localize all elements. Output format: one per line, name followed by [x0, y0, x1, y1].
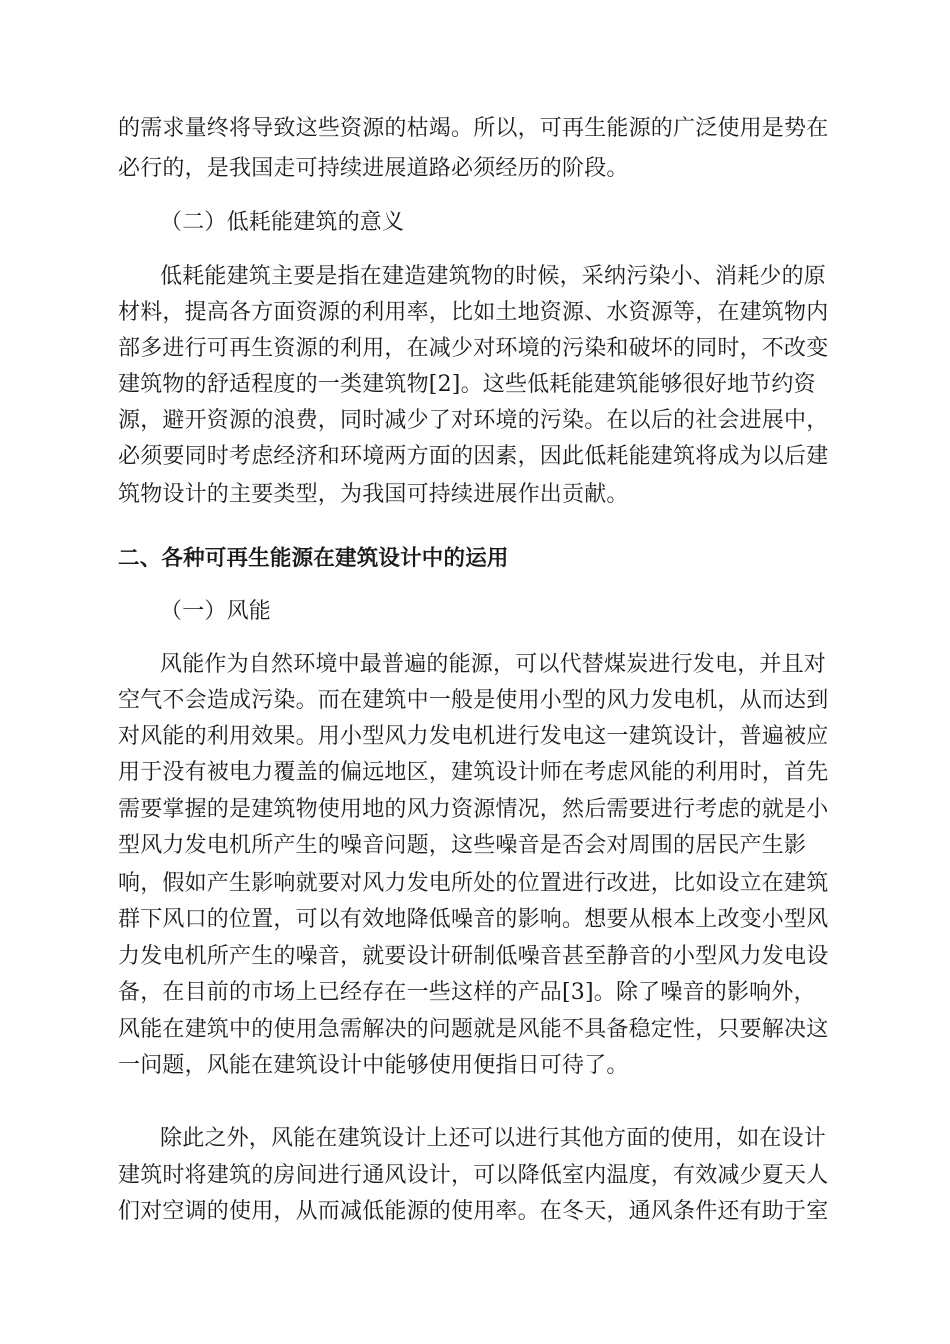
paragraph-line: 必须要同时考虑经济和环境两方面的因素，因此低耗能建筑将成为以后建	[118, 444, 829, 469]
paragraph-line: 型风力发电机所产生的噪音问题，这些噪音是否会对周围的居民产生影	[118, 833, 807, 858]
paragraph-line: 群下风口的位置，可以有效地降低噪音的影响。想要从根本上改变小型风	[118, 907, 829, 932]
paragraph-line: 风能作为自然环境中最普遍的能源，可以代替煤炭进行发电，并且对	[160, 652, 827, 677]
paragraph-line: 力发电机所产生的噪音，就要设计研制低噪音甚至静音的小型风力发电设	[118, 944, 829, 969]
paragraph-line: 筑物设计的主要类型，为我国可持续进展作出贡献。	[118, 482, 629, 507]
paragraph-line: 响，假如产生影响就要对风力发电所处的位置进行改进，比如设立在建筑	[118, 871, 829, 896]
paragraph-line: 建筑时将建筑的房间进行通风设计，可以降低室内温度，有效减少夏天人	[118, 1163, 829, 1188]
paragraph-line: 建筑物的舒适程度的一类建筑物[2]。这些低耗能建筑能够很好地节约资	[118, 372, 816, 397]
paragraph-line: 风能在建筑中的使用急需解决的问题就是风能不具备稳定性，只要解决这	[118, 1017, 829, 1042]
paragraph-line: 源，避开资源的浪费，同时减少了对环境的污染。在以后的社会进展中，	[118, 408, 829, 433]
paragraph-line: 部多进行可再生资源的利用，在减少对环境的污染和破坏的同时，不改变	[118, 336, 829, 361]
paragraph-line: 需要掌握的是建筑物使用地的风力资源情况，然后需要进行考虑的就是小	[118, 797, 829, 822]
paragraph-line: 空气不会造成污染。而在建筑中一般是使用小型的风力发电机，从而达到	[118, 688, 829, 713]
paragraph-line: 材料，提高各方面资源的利用率，比如土地资源、水资源等，在建筑物内	[118, 300, 829, 325]
subheading-low-energy-significance: （二）低耗能建筑的意义	[160, 210, 405, 235]
section-heading: 二、各种可再生能源在建筑设计中的运用	[118, 546, 509, 571]
paragraph-line: 的需求量终将导致这些资源的枯竭。所以，可再生能源的广泛使用是势在	[118, 116, 829, 141]
paragraph-line: 除此之外，风能在建筑设计上还可以进行其他方面的使用，如在设计	[160, 1126, 827, 1151]
paragraph-line: 用于没有被电力覆盖的偏远地区，建筑设计师在考虑风能的利用时，首先	[118, 760, 829, 785]
paragraph-line: 必行的，是我国走可持续进展道路必须经历的阶段。	[118, 156, 629, 181]
paragraph-line: 备，在目前的市场上已经存在一些这样的产品[3]。除了噪音的影响外，	[118, 980, 816, 1005]
subheading-wind-energy: （一）风能	[160, 599, 272, 624]
paragraph-line: 对风能的利用效果。用小型风力发电机进行发电这一建筑设计，普遍被应	[118, 724, 829, 749]
paragraph-line: 低耗能建筑主要是指在建造建筑物的时候，采纳污染小、消耗少的原	[160, 264, 827, 289]
paragraph-line: 一问题，风能在建筑设计中能够使用便指日可待了。	[118, 1053, 629, 1078]
paragraph-line: 们对空调的使用，从而减低能源的使用率。在冬天，通风条件还有助于室	[118, 1199, 829, 1224]
